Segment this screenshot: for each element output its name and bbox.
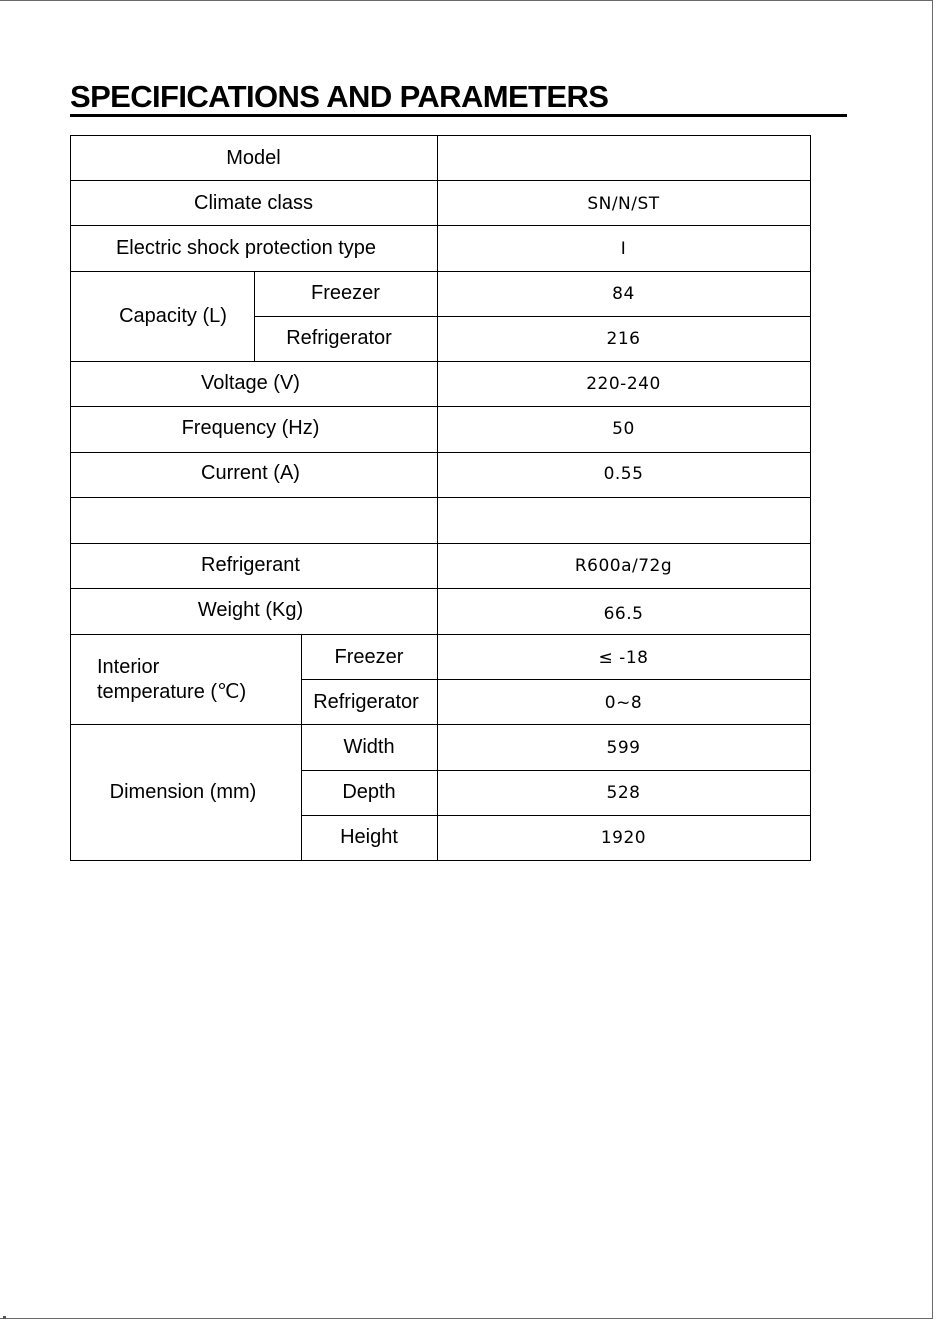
interior-freezer-label: Freezer (334, 646, 404, 668)
shock-protection-value: I (620, 238, 627, 259)
model-value (437, 136, 810, 181)
weight-value: 66.5 (603, 603, 644, 624)
interior-temperature-label (70, 635, 301, 725)
table-rule (70, 271, 811, 272)
weight-label: Weight (Kg) (197, 599, 304, 621)
interior-refrigerator-value: 0~8 (604, 692, 643, 713)
table-border-top (70, 135, 811, 136)
table-rule (301, 770, 811, 771)
table-border-bottom (70, 860, 811, 861)
dimension-width-label: Width (343, 736, 395, 758)
table-rule (70, 180, 811, 181)
voltage-value: 220-240 (586, 373, 661, 394)
refrigerant-label: Refrigerant (201, 554, 300, 576)
dimension-width-value: 599 (606, 737, 641, 758)
voltage-label: Voltage (V) (201, 372, 300, 394)
table-column-divider (437, 135, 438, 861)
capacity-sub-divider (254, 271, 255, 361)
title-underline (70, 114, 847, 117)
dimension-depth-label: Depth (342, 781, 396, 803)
capacity-refrigerator-label: Refrigerator (286, 327, 392, 349)
interior-label-line1: Interior (97, 656, 160, 678)
table-rule (70, 497, 811, 498)
table-rule (254, 316, 811, 317)
refrigerant-value: R600a/72g (574, 555, 673, 576)
capacity-refrigerator-value: 216 (606, 328, 641, 349)
frequency-value: 50 (612, 418, 635, 439)
blank-value (437, 498, 810, 543)
table-rule (70, 543, 811, 544)
table-border-right (810, 135, 811, 861)
current-value: 0.55 (603, 463, 644, 484)
table-border-left (70, 135, 71, 861)
page-title: SPECIFICATIONS AND PARAMETERS (70, 79, 609, 114)
dimension-height-value: 1920 (600, 827, 647, 848)
capacity-freezer-label: Freezer (311, 282, 380, 304)
climate-class-value: SN/N/ST (587, 193, 660, 214)
table-rule (70, 588, 811, 589)
shock-protection-label: Electric shock protection type (115, 237, 377, 259)
capacity-label: Capacity (L) (119, 304, 227, 327)
climate-class-label: Climate class (194, 192, 313, 214)
table-rule (70, 406, 811, 407)
interior-refrigerator-label: Refrigerator (313, 691, 419, 713)
table-rule (70, 724, 811, 725)
dimension-depth-value: 528 (606, 782, 641, 803)
current-label: Current (A) (201, 462, 300, 484)
table-rule (70, 634, 811, 635)
page-corner-mark (3, 1316, 6, 1319)
interior-freezer-value: ≤ -18 (598, 647, 649, 668)
dimension-height-label: Height (340, 826, 398, 848)
interior-label-line2: temperature (℃) (97, 681, 247, 703)
table-rule (70, 361, 811, 362)
table-rule (70, 225, 811, 226)
frequency-label: Frequency (Hz) (181, 417, 320, 439)
blank-label (70, 498, 437, 543)
table-rule (70, 452, 811, 453)
table-rule (301, 679, 811, 680)
interior-dimension-sub-divider (301, 634, 302, 861)
table-rule (301, 815, 811, 816)
model-label: Model (226, 147, 281, 169)
capacity-freezer-value: 84 (612, 283, 635, 304)
dimension-label: Dimension (mm) (109, 781, 257, 803)
